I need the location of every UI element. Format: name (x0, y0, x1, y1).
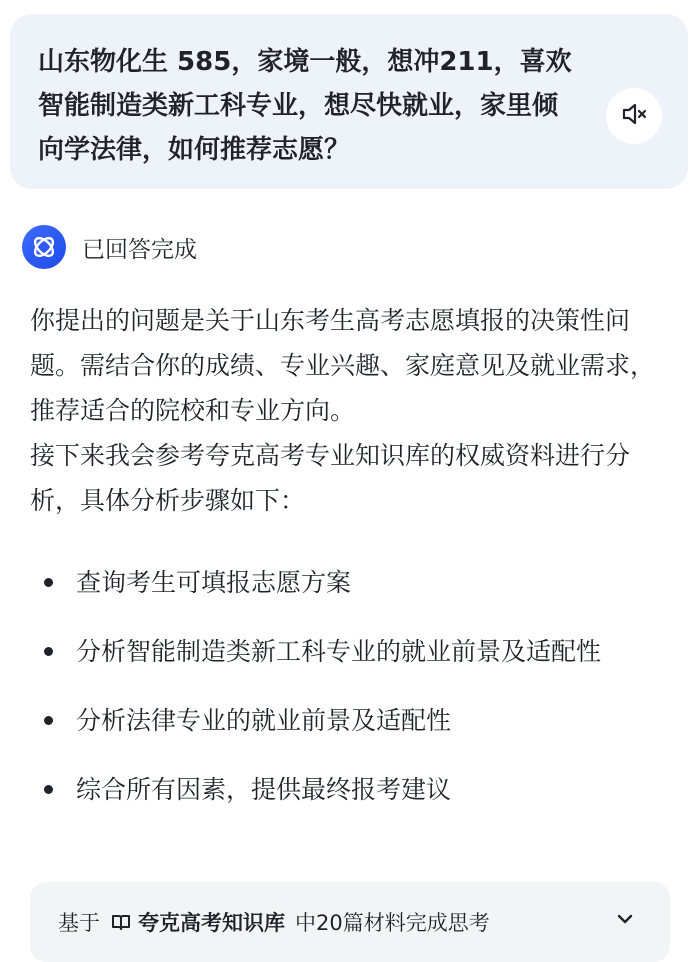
bullet-icon (44, 785, 53, 794)
list-item (30, 698, 670, 743)
bullet-icon (44, 647, 53, 656)
chevron-down-icon[interactable] (612, 906, 638, 937)
answer-paragraph-plan: 接下来我会参考夸克高考专业知识库的权威资料进行分析，具体分析步骤如下： (30, 441, 631, 515)
book-icon (110, 911, 132, 933)
analysis-steps-list (30, 560, 670, 812)
source-prefix: 基于 (58, 911, 100, 935)
step-text: 分析法律专业的就业前景及适配性 (76, 706, 452, 735)
step-text: 查询考生可填报志愿方案 (76, 568, 352, 597)
knowledge-source-toggle[interactable] (30, 882, 670, 962)
status-text: 已回答完成 (82, 236, 197, 263)
answer-status (22, 224, 197, 270)
question-text: 山东物化生 585，家境一般，想冲211，喜欢智能制造类新工科专业，想尽快就业，家里倾向学法律，如何推荐志愿？ (38, 47, 572, 165)
knowledge-base-name: 夸克高考知识库 (138, 911, 285, 935)
bullet-icon (44, 716, 53, 725)
step-text: 综合所有因素，提供最终报考建议 (76, 775, 452, 804)
list-item (30, 560, 670, 605)
speaker-mute-icon (619, 99, 649, 133)
bullet-icon (44, 578, 53, 587)
assistant-logo-icon (22, 225, 66, 269)
speaker-button[interactable] (606, 88, 662, 144)
list-item (30, 767, 670, 812)
question-card (10, 14, 688, 189)
step-text: 分析智能制造类新工科专业的就业前景及适配性 (76, 637, 602, 666)
list-item (30, 629, 670, 674)
answer-paragraph-intro: 你提出的问题是关于山东考生高考志愿填报的决策性问题。需结合你的成绩、专业兴趣、家庭意见及就业需求，推荐适合的院校和专业方向。 (30, 306, 656, 425)
source-suffix: 中20篇材料完成思考 (295, 911, 490, 935)
